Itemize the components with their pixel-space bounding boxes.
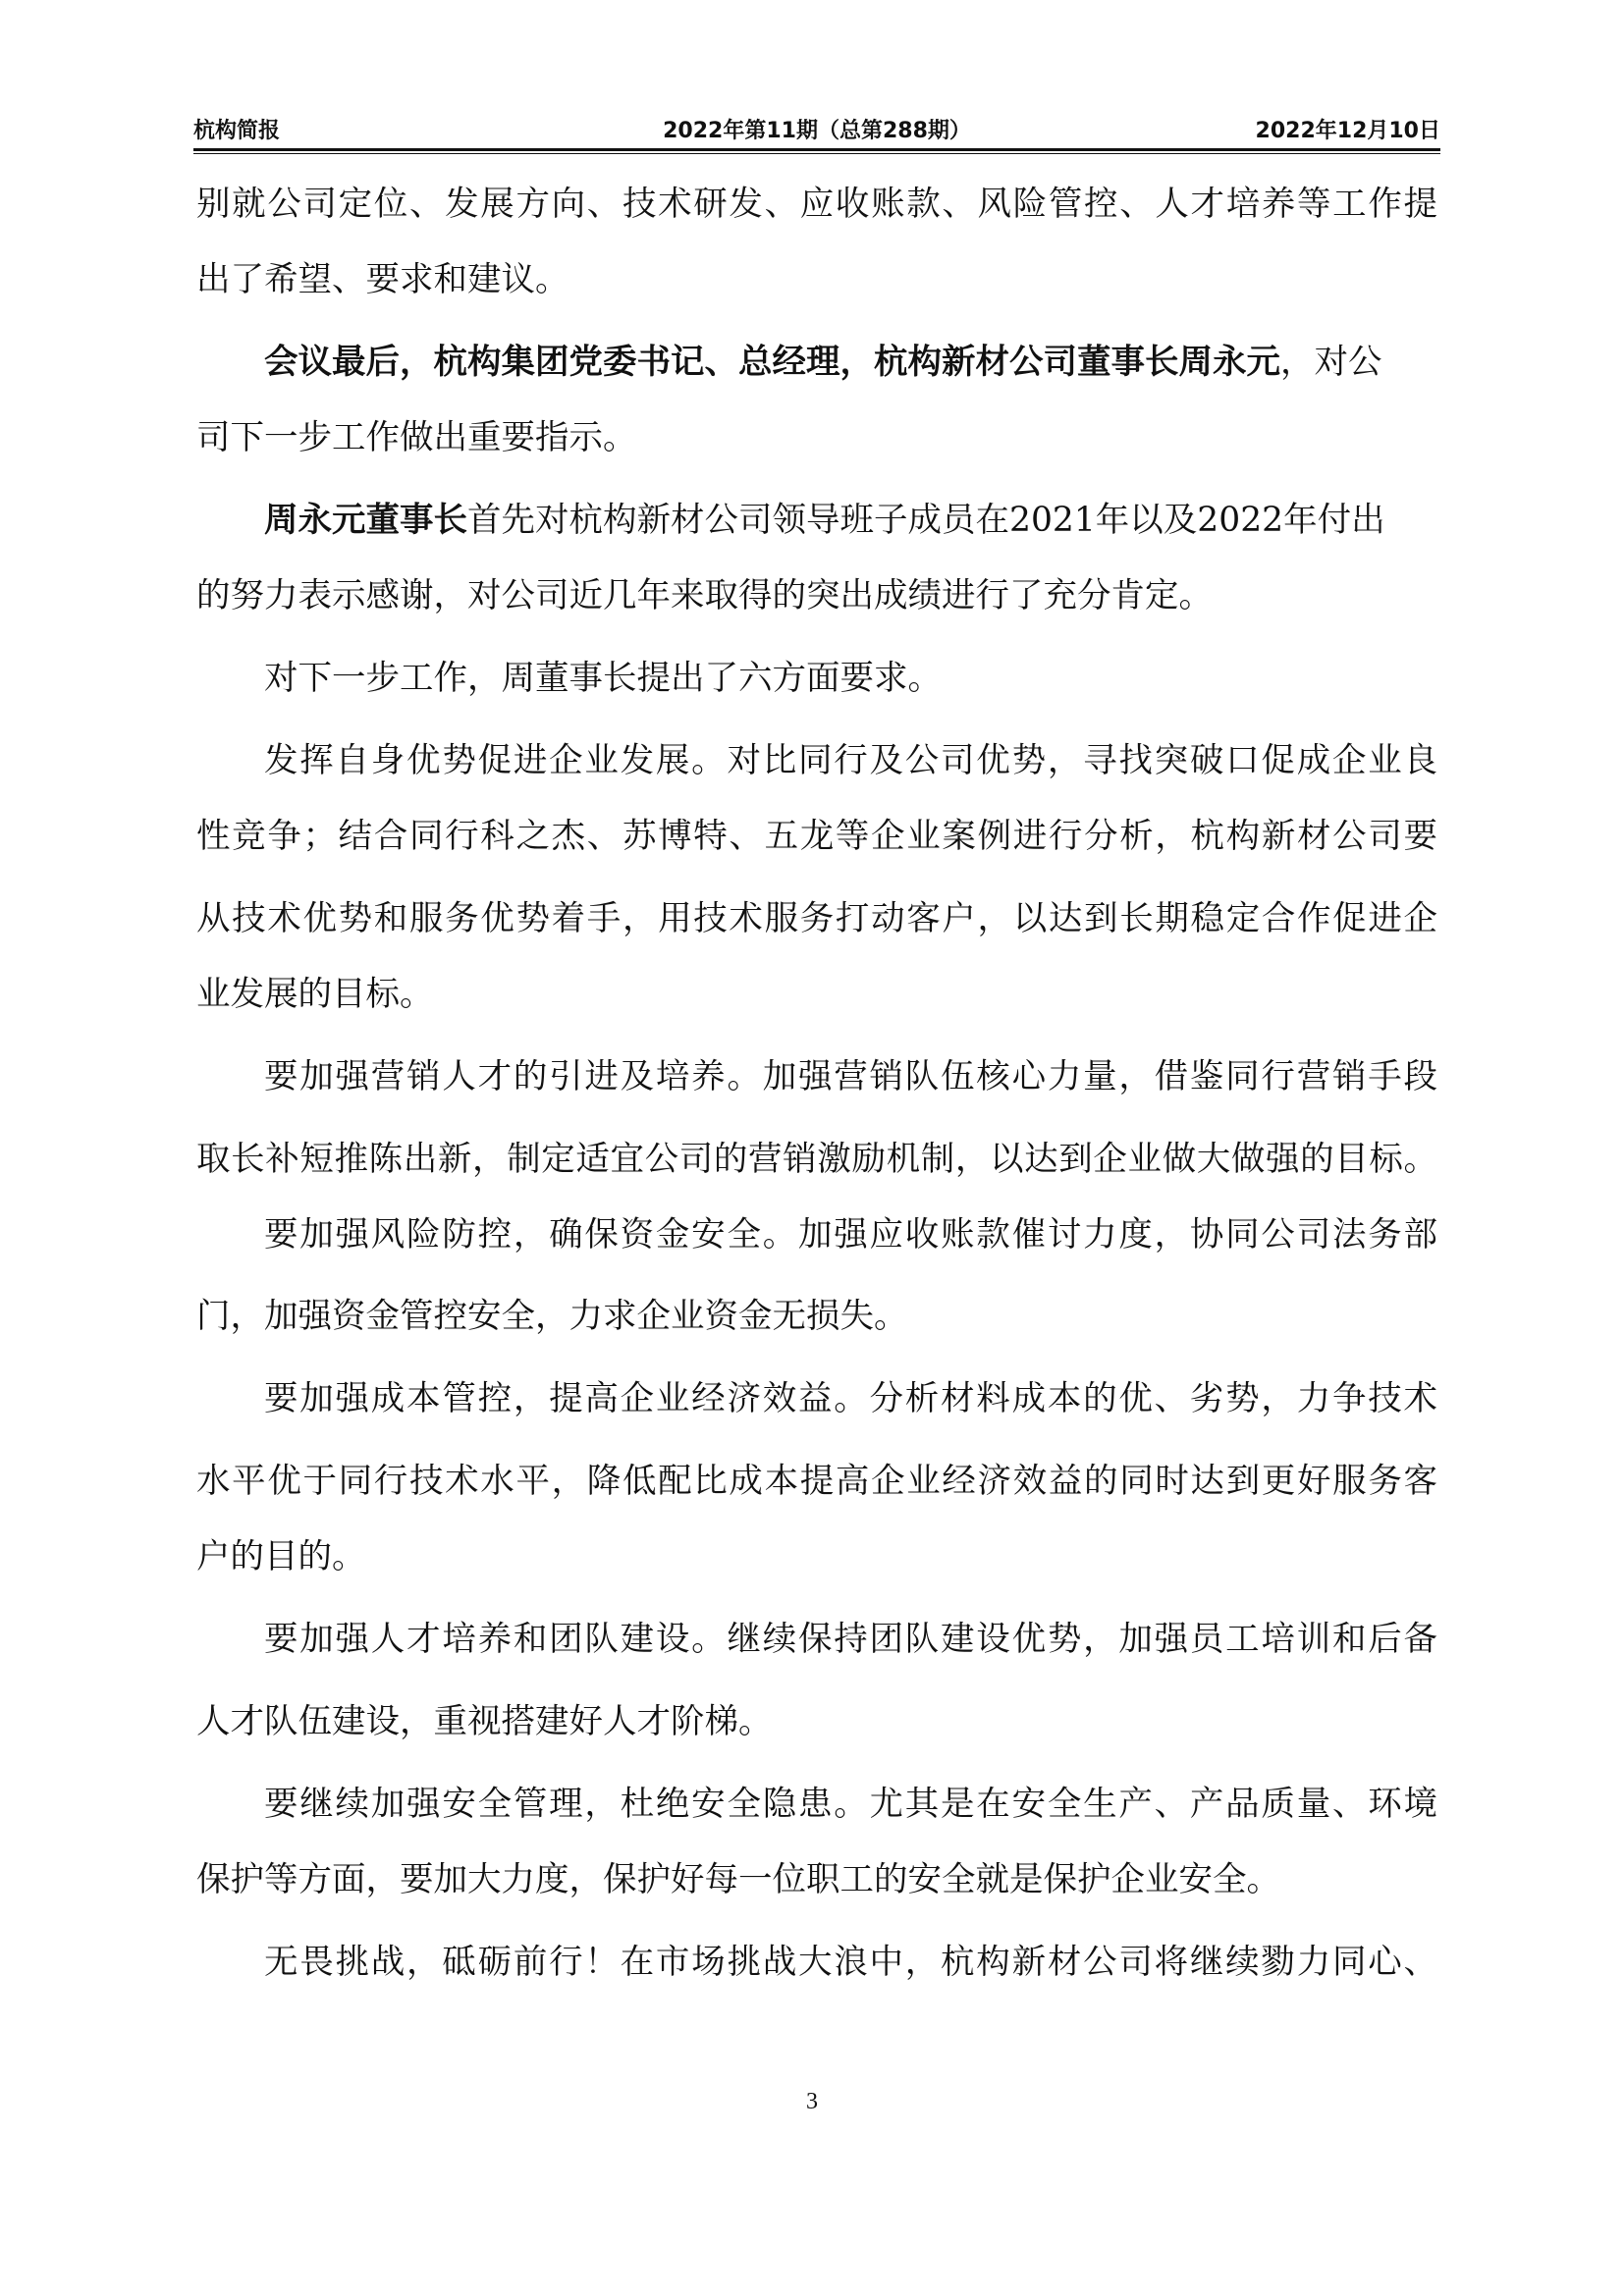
body-line	[196, 323, 1437, 402]
body-line: 的努力表示感谢，对公司近几年来取得的突出成绩进行了充分肯定。	[196, 576, 1213, 615]
body-line: 要继续加强安全管理，杜绝安全隐患。尤其是在安全生产、产品质量、环境	[264, 1785, 1437, 1824]
page-number: 3	[806, 2089, 818, 2114]
body-line: 要加强成本管控，提高企业经济效益。分析材料成本的优、劣势，力争技术	[264, 1379, 1437, 1418]
body-text: 首先对杭构新材公司领导班子成员在2021年以及2022年付出	[467, 501, 1385, 540]
header-publication-name: 杭构简报	[193, 119, 281, 143]
bold-speaker-title: 会议最后，杭构集团党委书记、总经理，杭构新材公司董事长周永元	[264, 343, 1280, 382]
body-line: 户的目的。	[196, 1537, 366, 1576]
header-date: 2022年12月10日	[1255, 119, 1440, 143]
header-rule-thick	[193, 148, 1440, 151]
body-line: 发挥自身优势促进企业发展。对比同行及公司优势，寻找突破口促成企业良	[264, 741, 1437, 780]
header-issue-number: 2022年第11期（总第288期）	[663, 119, 971, 143]
body-line: 出了希望、要求和建议。	[196, 260, 569, 299]
body-line	[196, 481, 1437, 561]
bold-speaker-name: 周永元董事长	[264, 501, 467, 540]
body-line: 司下一步工作做出重要指示。	[196, 418, 637, 457]
body-line: 水平优于同行技术水平，降低配比成本提高企业经济效益的同时达到更好服务客	[196, 1462, 1437, 1501]
body-line: 要加强人才培养和团队建设。继续保持团队建设优势，加强员工培训和后备	[264, 1620, 1437, 1659]
body-line: 要加强风险防控，确保资金安全。加强应收账款催讨力度，协同公司法务部	[264, 1215, 1437, 1255]
header-rule-thin	[193, 153, 1440, 154]
body-line: 保护等方面，要加大力度，保护好每一位职工的安全就是保护企业安全。	[196, 1860, 1280, 1899]
body-text: ，对公	[1280, 343, 1382, 382]
body-line: 门，加强资金管控安全，力求企业资金无损失。	[196, 1297, 908, 1336]
body-line: 无畏挑战，砥砺前行！在市场挑战大浪中，杭构新材公司将继续勠力同心、	[264, 1943, 1437, 1982]
body-line: 从技术优势和服务优势着手，用技术服务打动客户，以达到长期稳定合作促进企	[196, 899, 1437, 938]
body-line: 对下一步工作，周董事长提出了六方面要求。	[264, 659, 942, 698]
page-header	[193, 114, 1440, 153]
body-line: 取长补短推陈出新，制定适宜公司的营销激励机制，以达到企业做大做强的目标。	[196, 1140, 1437, 1179]
body-line: 性竞争；结合同行科之杰、苏博特、五龙等企业案例进行分析，杭构新材公司要	[196, 817, 1437, 856]
body-line: 要加强营销人才的引进及培养。加强营销队伍核心力量，借鉴同行营销手段	[264, 1057, 1437, 1096]
body-line: 人才队伍建设，重视搭建好人才阶梯。	[196, 1702, 773, 1741]
body-line: 业发展的目标。	[196, 975, 434, 1014]
body-line: 别就公司定位、发展方向、技术研发、应收账款、风险管控、人才培养等工作提	[196, 185, 1437, 224]
